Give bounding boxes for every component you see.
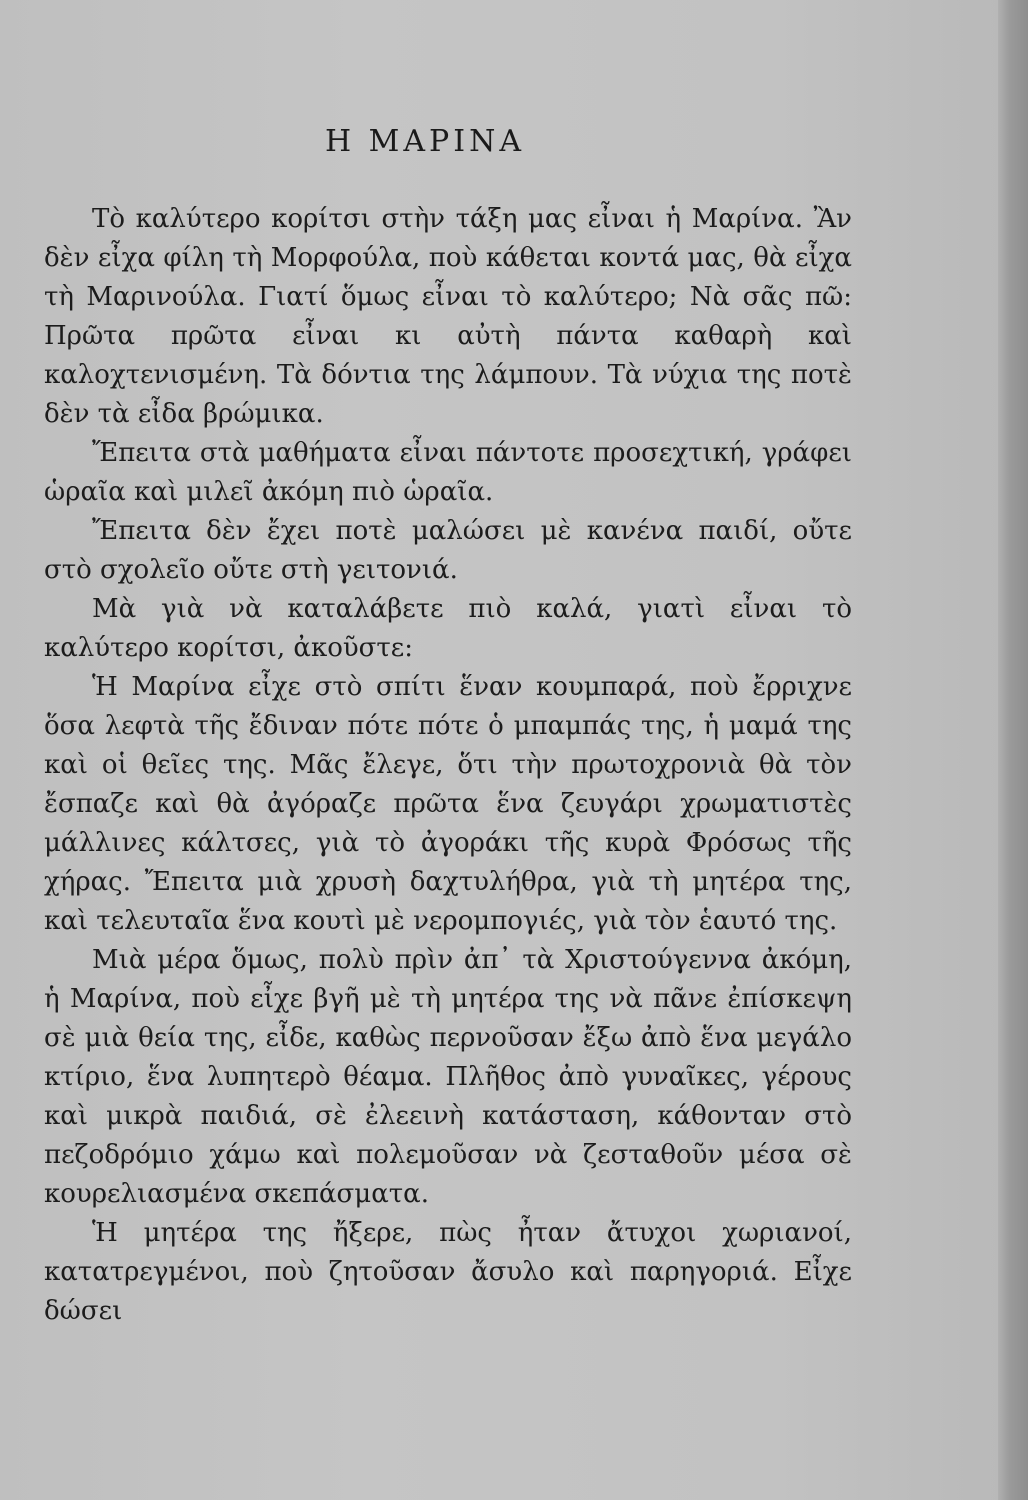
paragraph: Τὸ καλύτερο κορίτσι στὴν τάξη μας εἶναι ἡ Μαρίνα. Ἂν δὲν εἶχα φίλη τὴ Μορφούλα, ποὺ κάθεται κοντά μας, θὰ εἶχα τὴ Μαρινούλα. Γιατί ὅμως εἶναι τὸ καλύτερο; Νὰ σᾶς πῶ: Πρῶτα πρῶτα εἶναι κι αὐτὴ πάντα καθαρὴ καὶ καλοχτενισμένη. Τὰ δόντια της λάμπουν. Τὰ νύχια της ποτὲ δὲν τὰ εἶδα βρώμικα. [44, 204, 852, 429]
paragraph: Ἔπειτα στὰ μαθήματα εἶναι πάντοτε προσεχτική, γράφει ὡραῖα καὶ μιλεῖ ἀκόμη πιὸ ὡραῖα. [44, 438, 852, 507]
chapter-title: Η ΜΑΡΙΝΑ [324, 124, 526, 159]
page-edge [998, 0, 1028, 1500]
body-text [44, 200, 852, 1331]
paragraph: Ἡ μητέρα της ἤξερε, πὼς ἦταν ἄτυχοι χωριανοί, κατατρεγμένοι, ποὺ ζητοῦσαν ἄσυλο καὶ παρηγοριά. Εἶχε δώσει [44, 1218, 852, 1326]
paragraph: Ἔπειτα δὲν ἔχει ποτὲ μαλώσει μὲ κανένα παιδί, οὔτε στὸ σχολεῖο οὔτε στὴ γειτονιά. [44, 516, 852, 585]
paragraph: Μὰ γιὰ νὰ καταλάβετε πιὸ καλά, γιατὶ εἶναι τὸ καλύτερο κορίτσι, ἀκοῦστε: [44, 594, 852, 663]
paragraph: Ἡ Μαρίνα εἶχε στὸ σπίτι ἕναν κουμπαρά, ποὺ ἔρριχνε ὅσα λεφτὰ τῆς ἔδιναν πότε πότε ὁ μπαμπάς της, ἡ μαμά της καὶ οἱ θεῖες της. Μᾶς ἔλεγε, ὅτι τὴν πρωτοχρονιὰ θὰ τὸν ἔσπαζε καὶ θὰ ἀγόραζε πρῶτα ἕνα ζευγάρι χρωματιστὲς μάλλινες κάλτσες, γιὰ τὸ ἀγοράκι τῆς κυρὰ Φρόσως τῆς χήρας. Ἔπειτα μιὰ χρυσὴ δαχτυλήθρα, γιὰ τὴ μητέρα της, καὶ τελευταῖα ἕνα κουτὶ μὲ νερομπογιές, γιὰ τὸν ἑαυτό της. [44, 672, 852, 936]
paragraph: Μιὰ μέρα ὅμως, πολὺ πρὶν ἀπ᾽ τὰ Χριστούγεννα ἀκόμη, ἡ Μαρίνα, ποὺ εἶχε βγῆ μὲ τὴ μητέρα της νὰ πᾶνε ἐπίσκεψη σὲ μιὰ θεία της, εἶδε, καθὼς περνοῦσαν ἔξω ἀπὸ ἕνα μεγάλο κτίριο, ἕνα λυπητερὸ θέαμα. Πλῆθος ἀπὸ γυναῖκες, γέρους καὶ μικρὰ παιδιά, σὲ ἐλεεινὴ κατάσταση, κάθονταν στὸ πεζοδρόμιο χάμω καὶ πολεμοῦσαν νὰ ζεσταθοῦν μέσα σὲ κουρελιασμένα σκεπάσματα. [44, 945, 852, 1209]
